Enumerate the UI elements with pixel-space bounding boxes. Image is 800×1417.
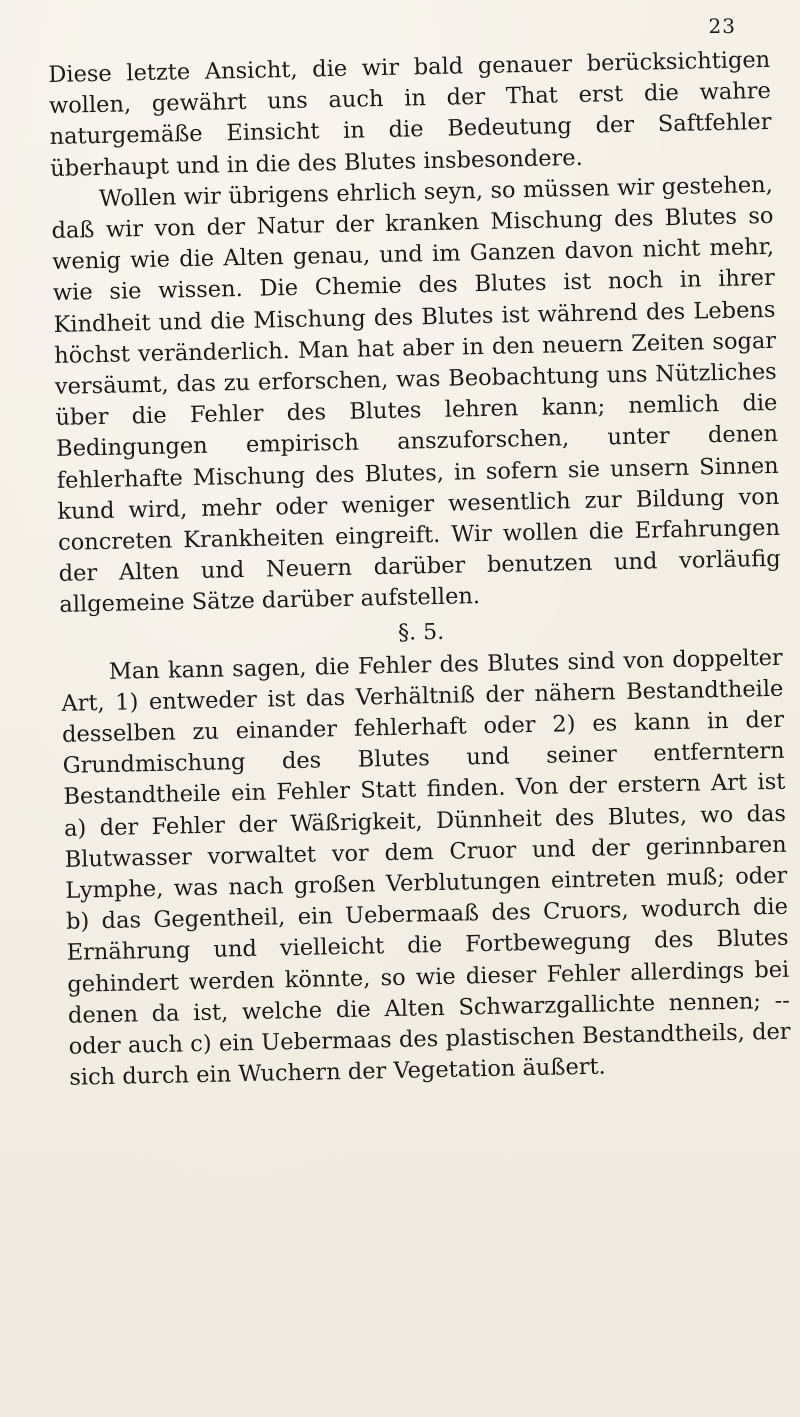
section-heading: §. 5. <box>397 619 445 646</box>
paragraph-1: Diese letzte Ansicht, die wir bald genauer berücksichtigen wollen, gewährt uns auch in der That erst die wahre naturgemäße Einsicht in die Bedeutung der Saftfehler überhaupt und in die des Blutes insbesondere. <box>48 46 772 182</box>
paragraph-2: Wollen wir übrigens ehrlich seyn, so müssen wir gestehen, daß wir von der Natur der kranken Mischung des Blutes so wenig wie die Alten genau, und im Ganzen davon nicht mehr, wie sie wissen. Die Chemie des Blutes ist noch in ihrer Kindheit und die Mischung des Blutes ist während des Lebens höchst veränderlich. Man hat aber in den neuern Zeiten sogar versäumt, das zu erforschen, was Beobachtung uns Nützliches über die Fehler des Blutes lehren kann; nemlich die Bedingungen empirisch anszuforschen, unter denen fehlerhafte Mischung des Blutes, in sofern sie unsern Sinnen kund wird, mehr oder weniger wesentlich zur Bildung von concreten Krankheiten eingreift. Wir wollen die Erfahrungen der Alten und Neuern darüber benutzen und vorläufig allgemeine Sätze darüber aufstellen. <box>51 171 781 619</box>
paragraph-3: Man kann sagen, die Fehler des Blutes sind von doppelter Art, 1) entweder ist das Verhältniß der nähern Bestandtheile desselben zu einander fehlerhaft oder 2) es kann in der Grundmischung des Blutes und seiner entferntern Bestandtheile ein Fehler Statt finden. Von der erstern Art ist a) der Fehler der Wäßrigkeit, Dünnheit des Blutes, wo das Blutwasser vorwaltet vor dem Cruor und der gerinnbaren Lymphe, was nach großen Verblutungen eintreten muß; oder b) das Gegentheil, ein Uebermaaß des Cruors, wodurch die Ernährung und vielleicht die Fortbewegung des Blutes gehindert werden könnte, so wie dieser Fehler allerdings bei denen da ist, welche die Alten Schwarzgallichte nennen; -- oder auch c) ein Uebermaas des plastischen Bestandtheils, der sich durch ein Wuchern der Vegetation äußert. <box>61 644 791 1092</box>
body-text <box>48 45 792 1094</box>
page-number: 23 <box>708 14 736 38</box>
